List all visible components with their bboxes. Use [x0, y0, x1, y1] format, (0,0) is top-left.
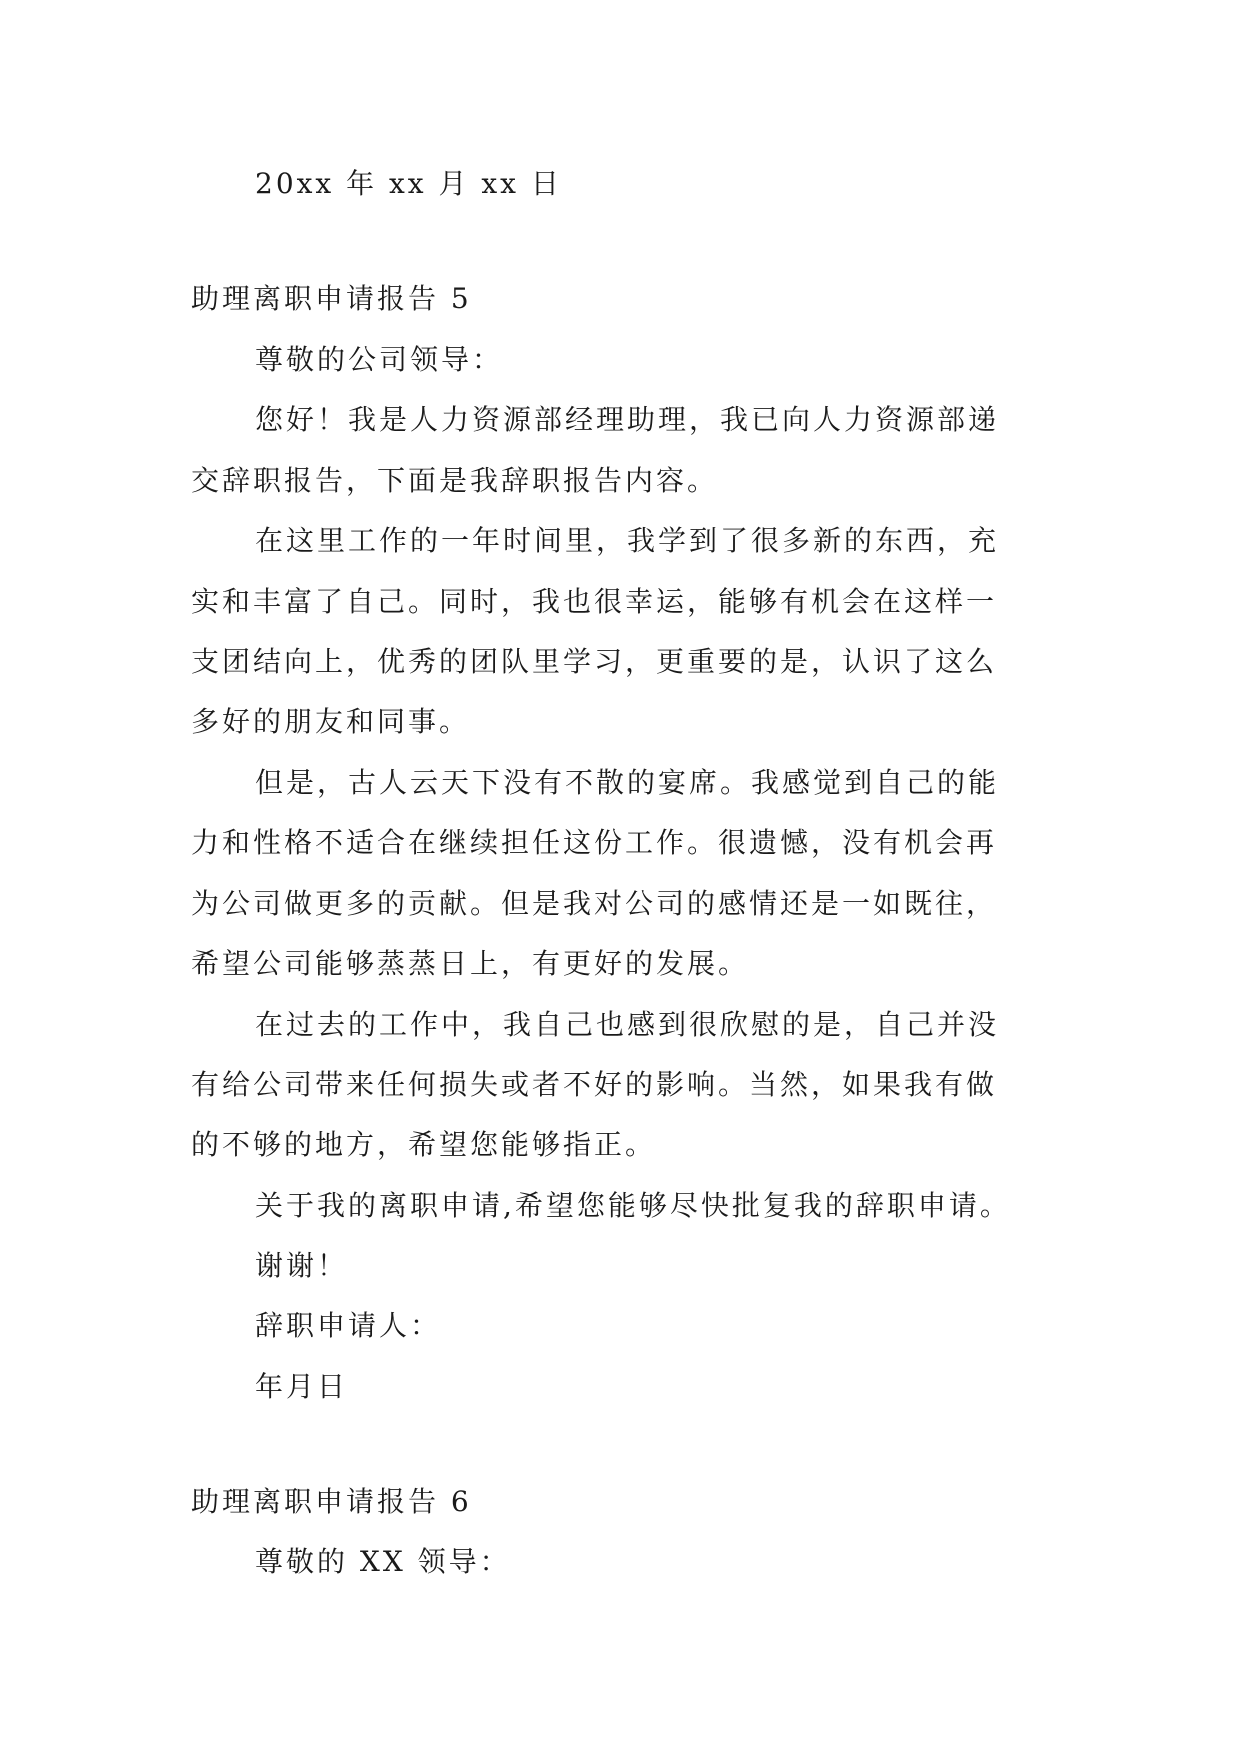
body-line: 但是，古人云天下没有不散的宴席。我感觉到自己的能	[255, 766, 1000, 799]
signature-line: 辞职申请人：	[255, 1309, 442, 1342]
body-line: 多好的朋友和同事。	[191, 705, 471, 738]
report6-title: 助理离职申请报告 6	[191, 1485, 472, 1518]
body-line: 为公司做更多的贡献。但是我对公司的感情还是一如既往，	[191, 887, 998, 920]
body-line: 关于我的离职申请,希望您能够尽快批复我的辞职申请。	[255, 1189, 1011, 1222]
body-line: 在这里工作的一年时间里，我学到了很多新的东西，充	[255, 524, 1000, 557]
body-line: 实和丰富了自己。同时，我也很幸运，能够有机会在这样一	[191, 585, 998, 618]
body-line: 您好！我是人力资源部经理助理，我已向人力资源部递	[255, 403, 1000, 436]
body-line: 希望公司能够蒸蒸日上，有更好的发展。	[191, 947, 750, 980]
body-line: 支团结向上，优秀的团队里学习，更重要的是，认识了这么	[191, 645, 998, 678]
signature-date-line: 年月日	[255, 1370, 349, 1403]
body-line: 交辞职报告，下面是我辞职报告内容。	[191, 464, 719, 497]
report5-title: 助理离职申请报告 5	[191, 282, 472, 315]
body-line: 的不够的地方，希望您能够指正。	[191, 1128, 657, 1161]
thanks-line: 谢谢！	[255, 1249, 349, 1282]
body-line: 有给公司带来任何损失或者不好的影响。当然，如果我有做	[191, 1068, 998, 1101]
report5-salutation: 尊敬的公司领导：	[255, 343, 504, 376]
date-line: 20xx 年 xx 月 xx 日	[255, 167, 562, 200]
report6-salutation: 尊敬的 XX 领导：	[255, 1545, 511, 1578]
body-line: 力和性格不适合在继续担任这份工作。很遗憾，没有机会再	[191, 826, 998, 859]
body-line: 在过去的工作中，我自己也感到很欣慰的是，自己并没	[255, 1008, 1000, 1041]
